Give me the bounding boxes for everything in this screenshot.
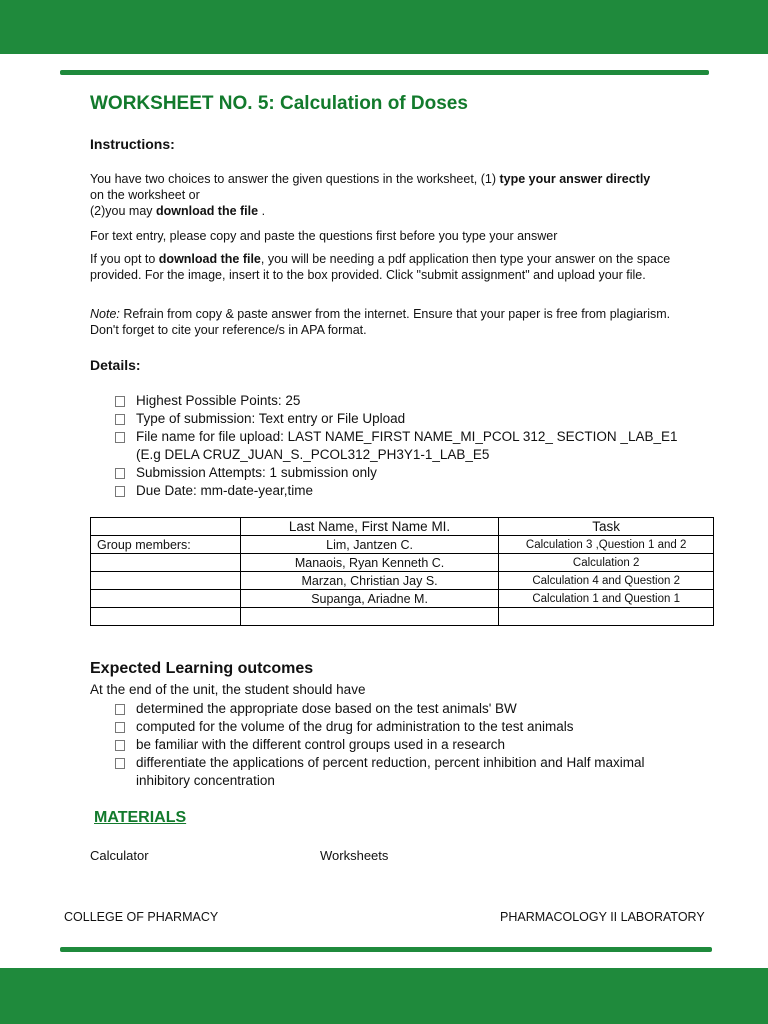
instructions-text: , you will be needing a pdf application then type your answer on the space provided. For the image, insert it to the box provided. Click "submit assignment" and upload your file. <box>90 252 671 282</box>
footer-course: PHARMACOLOGY II LABORATORY <box>500 910 705 924</box>
instructions-emphasis: type your answer directly <box>499 172 651 186</box>
table-header: Task <box>499 518 714 536</box>
outcome-item: computed for the volume of the drug for administration to the test animals <box>112 718 672 736</box>
instructions-text: (2)you may <box>90 204 156 218</box>
table-row-empty <box>91 608 714 626</box>
instructions-paragraph-3 <box>90 251 705 283</box>
member-name: Manaois, Ryan Kenneth C. <box>240 554 499 572</box>
materials-heading: MATERIALS <box>94 809 187 826</box>
empty-cell <box>91 608 241 626</box>
instructions-heading: Instructions: <box>90 136 175 152</box>
instructions-emphasis: download the file <box>156 204 259 218</box>
footer-college: COLLEGE OF PHARMACY <box>64 910 219 924</box>
details-item: Due Date: mm-date-year,time <box>112 482 692 500</box>
instructions-text: You have two choices to answer the given questions in the worksheet, (1) <box>90 172 500 186</box>
checkbox-icon <box>115 414 125 425</box>
row-label <box>91 572 241 590</box>
instructions-emphasis: download the file <box>158 252 261 266</box>
row-label <box>91 590 241 608</box>
member-name: Marzan, Christian Jay S. <box>240 572 499 590</box>
checkbox-icon <box>115 432 125 443</box>
row-label: Group members: <box>91 536 241 554</box>
instructions-text: on the worksheet or <box>90 188 200 202</box>
note-paragraph <box>90 306 680 338</box>
details-item: File name for file upload: LAST NAME_FIRST NAME_MI_PCOL 312_ SECTION _LAB_E1 (E.g DELA CRUZ_JUAN_S._PCOL312_PH3Y1-1_LAB_E5 <box>112 428 692 464</box>
outcomes-list <box>112 700 672 790</box>
empty-cell <box>240 608 499 626</box>
member-task: Calculation 1 and Question 1 <box>499 590 714 608</box>
note-label: Note: <box>90 307 120 321</box>
checkbox-icon <box>115 740 125 751</box>
header-rule <box>60 70 709 75</box>
table-row <box>91 590 714 608</box>
outcome-item: be familiar with the different control groups used in a research <box>112 736 672 754</box>
instructions-paragraph-2: For text entry, please copy and paste the questions first before you type your answer <box>90 229 558 243</box>
empty-cell <box>499 608 714 626</box>
outcome-item: differentiate the applications of percent reduction, percent inhibition and Half maximal inhibitory concentration <box>112 754 672 790</box>
checkbox-icon <box>115 758 125 769</box>
details-heading: Details: <box>90 357 141 373</box>
details-item: Highest Possible Points: 25 <box>112 392 692 410</box>
outcomes-intro: At the end of the unit, the student should have <box>90 682 366 697</box>
member-name: Supanga, Ariadne M. <box>240 590 499 608</box>
instructions-text: . <box>258 204 266 218</box>
row-label <box>91 554 241 572</box>
outcomes-heading: Expected Learning outcomes <box>90 660 314 677</box>
footer-rule <box>60 947 712 952</box>
table-header: Last Name, First Name MI. <box>240 518 499 536</box>
group-members-table <box>90 517 714 626</box>
table-row <box>91 536 714 554</box>
table-header <box>91 518 241 536</box>
note-text: Refrain from copy & paste answer from the internet. Ensure that your paper is free from plagiarism. Don't forget to cite your reference/s in APA format. <box>90 307 671 337</box>
member-task: Calculation 3 ,Question 1 and 2 <box>499 536 714 554</box>
material-item: Worksheets <box>320 848 389 863</box>
member-task: Calculation 2 <box>499 554 714 572</box>
header-band <box>0 0 768 54</box>
details-list <box>112 392 692 500</box>
instructions-text: If you opt to <box>90 252 159 266</box>
checkbox-icon <box>115 722 125 733</box>
table-row <box>91 572 714 590</box>
instructions-paragraph-1 <box>90 171 720 219</box>
checkbox-icon <box>115 704 125 715</box>
worksheet-title: WORKSHEET NO. 5: Calculation of Doses <box>90 93 468 114</box>
outcome-item: determined the appropriate dose based on the test animals' BW <box>112 700 672 718</box>
checkbox-icon <box>115 486 125 497</box>
checkbox-icon <box>115 468 125 479</box>
table-header-row <box>91 518 714 536</box>
member-task: Calculation 4 and Question 2 <box>499 572 714 590</box>
material-item: Calculator <box>90 848 149 863</box>
details-item: Type of submission: Text entry or File Upload <box>112 410 692 428</box>
checkbox-icon <box>115 396 125 407</box>
table-row <box>91 554 714 572</box>
member-name: Lim, Jantzen C. <box>240 536 499 554</box>
footer-band <box>0 968 768 1024</box>
details-item: Submission Attempts: 1 submission only <box>112 464 692 482</box>
